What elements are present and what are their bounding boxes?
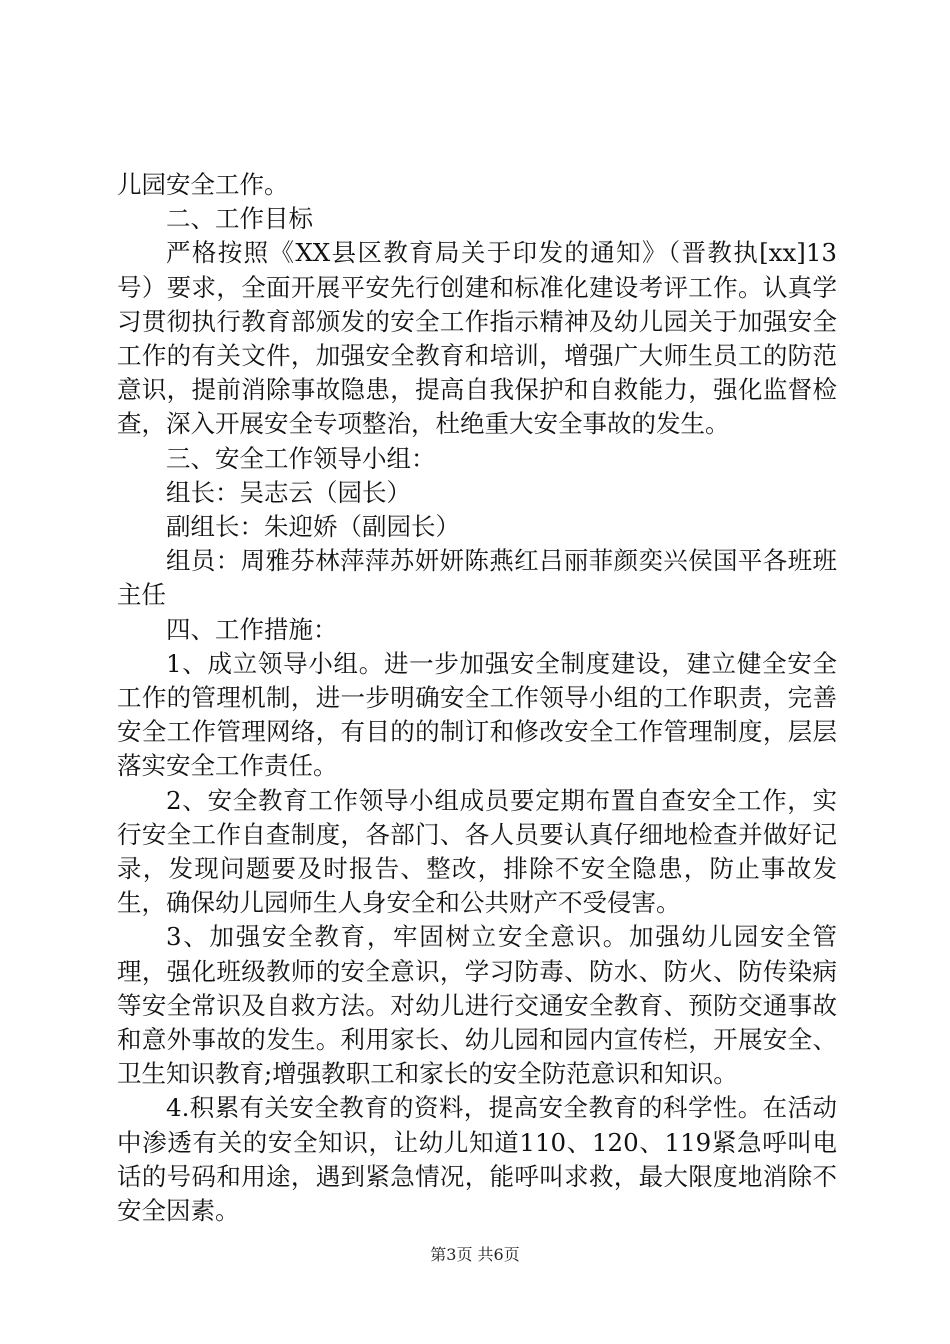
paragraph-deputy-leader: 副组长：朱迎娇（副园长） bbox=[166, 512, 460, 542]
page-number-footer: 第3页 共6页 bbox=[430, 1245, 520, 1264]
paragraph-continuation: 儿园安全工作。 bbox=[117, 170, 289, 199]
heading-work-measures: 四、工作措施： bbox=[166, 614, 338, 644]
paragraph-measure-1: 1、成立领导小组。进一步加强安全制度建设，建立健全安全工作的管理机制，进一步明确安全工作领导小组的工作职责，完善安全工作管理网络，有目的的制订和修改安全工作管理制度，层层落实安全工作责任。 bbox=[117, 648, 837, 781]
paragraph-group-leader: 组长：吴志云（园长） bbox=[166, 477, 411, 507]
paragraph-group-members: 组员：周雅芬林萍萍苏妍妍陈燕红吕丽菲颜奕兴侯国平各班班主任 bbox=[117, 546, 837, 610]
paragraph-measure-2: 2、安全教育工作领导小组成员要定期布置自查安全工作，实行安全工作自查制度，各部门、各人员要认真仔细地检查并做好记录，发现问题要及时报告、整改，排除不安全隐患，防止事故发生，确保幼儿园师生人身安全和公共财产不受侵害。 bbox=[117, 785, 837, 918]
heading-leadership-group: 三、安全工作领导小组： bbox=[166, 443, 436, 473]
document-body bbox=[117, 168, 837, 1228]
heading-work-goals: 二、工作目标 bbox=[166, 204, 313, 234]
paragraph-measure-4: 4.积累有关安全教育的资料，提高安全教育的科学性。在活动中渗透有关的安全知识，让幼儿知道110、120、119紧急呼叫电话的号码和用途，遇到紧急情况，能呼叫求救，最大限度地消除不安全因素。 bbox=[117, 1093, 837, 1226]
paragraph-measure-3: 3、加强安全教育，牢固树立安全意识。加强幼儿园安全管理，强化班级教师的安全意识，学习防毒、防水、防火、防传染病等安全常识及自救方法。对幼儿进行交通安全教育、预防交通事故和意外事故的发生。利用家长、幼儿园和园内宣传栏，开展安全、卫生知识教育;增强教职工和家长的安全防范意识和知识。 bbox=[117, 922, 837, 1089]
paragraph-goals: 严格按照《XX县区教育局关于印发的通知》（晋教执[xx]13号）要求，全面开展平安先行创建和标准化建设考评工作。认真学习贯彻执行教育部颁发的安全工作指示精神及幼儿园关于加强安全工作的有关文件，加强安全教育和培训，增强广大师生员工的防范意识，提前消除事故隐患，提高自我保护和自救能力，强化监督检查，深入开展安全专项整治，杜绝重大安全事故的发生。 bbox=[117, 238, 837, 439]
